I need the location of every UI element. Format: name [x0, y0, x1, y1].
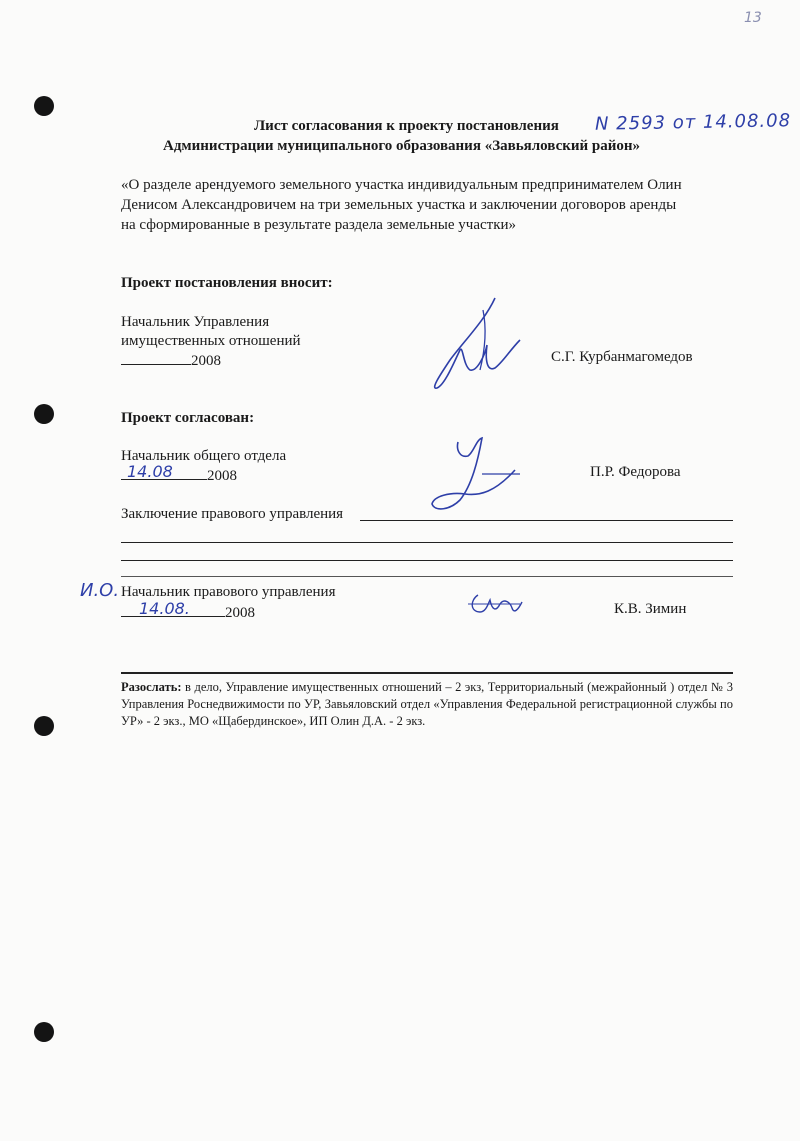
approval-year: 2008	[207, 468, 237, 484]
page-number-mark: 13	[744, 10, 762, 26]
legal-conclusion-rule	[121, 560, 733, 561]
subject-line1: «О разделе арендуемого земельного участка индивидуальным предпринимателем Олин	[121, 177, 682, 193]
distribution-label: Разослать:	[121, 680, 182, 694]
distribution-text	[121, 679, 733, 730]
date-blank	[121, 350, 191, 365]
header-line1: Лист согласования к проекту постановления	[254, 118, 559, 134]
subject-line2: Денисом Александровичем на три земельных участка и заключении договоров аренды	[121, 197, 677, 213]
header-line2: Администрации муниципального образования «Завьяловский район»	[163, 138, 641, 154]
legal-conclusion-rule	[121, 542, 733, 543]
distribution-rule	[121, 672, 733, 674]
submitter-date-line	[121, 350, 221, 370]
submitter-position-line2: имущественных отношений	[121, 333, 301, 349]
legal-conclusion-rule	[360, 520, 733, 521]
distribution-body: в дело, Управление имущественных отношений – 2 экз, Территориальный (межрайонный ) отдел № 3 Управления Роснедвижимости по УР, Завьяловский отдел «Управления Федеральной регистрационной службы по УР» - 2 экз., МО «Щабердинское», ИП Олин Д.А. - 2 экз.	[121, 680, 733, 728]
subject-line3: на сформированные в результате раздела земельные участки»	[121, 217, 517, 233]
legal-handwritten-date: 14.08.	[139, 599, 190, 618]
submitter-name: С.Г. Курбанмагомедов	[551, 349, 693, 365]
binder-hole	[34, 716, 54, 736]
date-blank	[121, 462, 207, 481]
approval-name: П.Р. Федорова	[590, 464, 681, 480]
submitter-signature	[425, 290, 535, 400]
approval-handwritten-date: 14.08	[127, 462, 173, 481]
legal-conclusion-label: Заключение правового управления	[121, 506, 344, 522]
approval-position: Начальник общего отдела	[121, 448, 287, 464]
legal-date-line	[121, 599, 255, 622]
submitter-year: 2008	[191, 353, 221, 369]
submitter-position-line1: Начальник Управления	[121, 314, 270, 330]
approval-signature	[420, 430, 530, 520]
handwritten-doc-number: N 2593 от 14.08.08	[594, 110, 792, 135]
legal-year: 2008	[225, 605, 255, 621]
legal-position: Начальник правового управления	[121, 584, 336, 600]
binder-hole	[34, 404, 54, 424]
legal-conclusion-rule	[121, 576, 733, 577]
binder-hole	[34, 96, 54, 116]
acting-mark: И.О.	[80, 580, 120, 601]
date-blank	[121, 599, 225, 618]
approval-date-line	[121, 462, 237, 485]
legal-name: К.В. Зимин	[614, 601, 687, 617]
approval-heading: Проект согласован:	[121, 410, 255, 426]
legal-signature	[466, 590, 526, 620]
submitter-heading: Проект постановления вносит:	[121, 275, 333, 291]
binder-hole	[34, 1022, 54, 1042]
